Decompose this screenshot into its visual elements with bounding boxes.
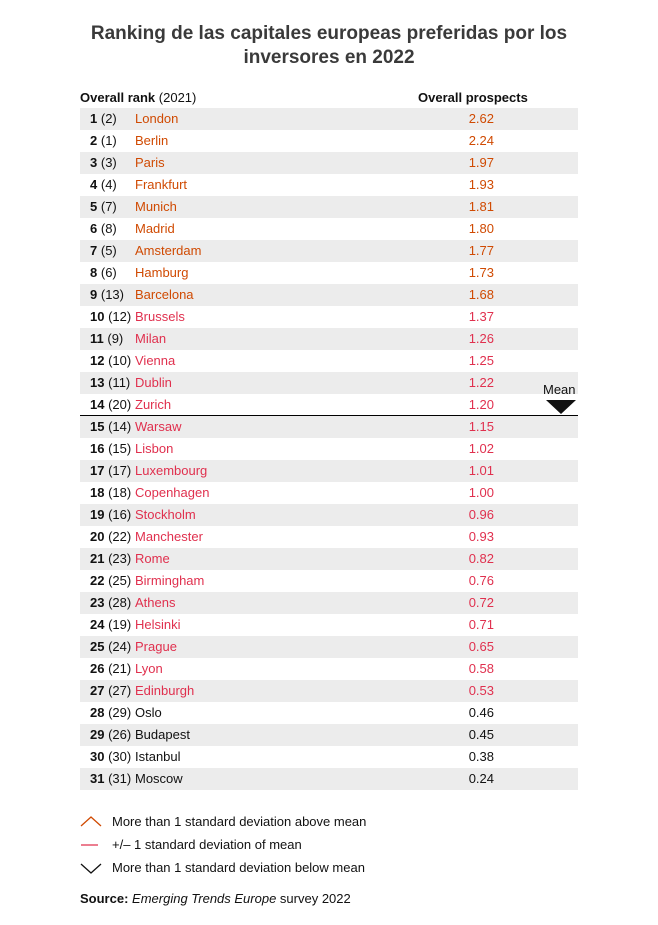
rank-cell [90, 746, 131, 768]
ranking-table [80, 108, 578, 790]
current-rank: 7 [90, 243, 98, 258]
previous-rank: (31) [108, 771, 132, 786]
rank-cell [90, 306, 131, 328]
previous-rank: (2) [100, 111, 117, 126]
previous-rank: (26) [108, 727, 132, 742]
prospect-score: 0.65 [468, 639, 494, 654]
city-name: Rome [135, 551, 170, 566]
previous-rank: (11) [108, 375, 131, 390]
table-row [80, 746, 578, 768]
previous-rank: (25) [108, 573, 132, 588]
current-rank: 2 [90, 133, 98, 148]
previous-rank: (14) [108, 419, 132, 434]
prospect-score: 0.76 [468, 573, 494, 588]
mean-arrow-icon [546, 400, 576, 414]
previous-rank: (16) [108, 507, 132, 522]
previous-rank: (12) [108, 309, 132, 324]
city-name: Lisbon [135, 441, 174, 456]
rank-cell [90, 438, 131, 460]
city-name: Zurich [135, 397, 172, 412]
city-name: Hamburg [135, 265, 189, 280]
current-rank: 14 [90, 397, 105, 412]
rank-cell [90, 108, 117, 130]
previous-rank: (18) [108, 485, 132, 500]
city-name: Birmingham [135, 573, 205, 588]
rank-cell [90, 482, 131, 504]
city-name: Berlin [135, 133, 169, 148]
table-row [80, 592, 578, 614]
table-row [80, 416, 578, 438]
table-row [80, 174, 578, 196]
city-name: Madrid [135, 221, 175, 236]
rank-cell [90, 152, 117, 174]
table-row [80, 394, 578, 416]
prospect-score: 2.62 [468, 111, 494, 126]
rank-cell [90, 548, 131, 570]
prospect-score: 0.96 [468, 507, 494, 522]
previous-rank: (19) [108, 617, 132, 632]
prospect-score: 1.81 [468, 199, 494, 214]
caret-up-icon [80, 813, 102, 831]
table-row [80, 526, 578, 548]
previous-rank: (23) [108, 551, 132, 566]
city-name: Moscow [135, 771, 183, 786]
current-rank: 23 [90, 595, 105, 610]
prospect-score: 1.93 [468, 177, 494, 192]
rank-cell [90, 460, 131, 482]
table-row [80, 240, 578, 262]
table-row [80, 614, 578, 636]
rank-cell [90, 526, 131, 548]
source-publication: Emerging Trends Europe [132, 891, 277, 906]
prospect-score: 1.97 [468, 155, 494, 170]
prospect-score: 1.37 [468, 309, 494, 324]
current-rank: 12 [90, 353, 105, 368]
current-rank: 1 [90, 111, 98, 126]
current-rank: 16 [90, 441, 105, 456]
rank-header-prev: (2021) [158, 90, 197, 105]
legend-text-above: More than 1 standard deviation above mean [112, 814, 367, 829]
rank-cell [90, 768, 131, 790]
city-name: Copenhagen [135, 485, 210, 500]
table-row [80, 702, 578, 724]
prospect-score: 0.71 [468, 617, 494, 632]
current-rank: 21 [90, 551, 105, 566]
prospects-column-header: Overall prospects [418, 90, 528, 105]
prospect-score: 1.02 [468, 441, 494, 456]
table-row [80, 108, 578, 130]
city-name: Warsaw [135, 419, 182, 434]
rank-cell [90, 702, 131, 724]
legend-text-below: More than 1 standard deviation below mean [112, 860, 365, 875]
table-row [80, 350, 578, 372]
city-name: Frankfurt [135, 177, 188, 192]
table-row [80, 372, 578, 394]
prospect-score: 1.25 [468, 353, 494, 368]
prospect-score: 1.15 [468, 419, 494, 434]
prospect-score: 1.68 [468, 287, 494, 302]
current-rank: 25 [90, 639, 105, 654]
current-rank: 20 [90, 529, 105, 544]
previous-rank: (5) [100, 243, 117, 258]
previous-rank: (13) [100, 287, 124, 302]
previous-rank: (29) [108, 705, 132, 720]
current-rank: 28 [90, 705, 105, 720]
prospect-score: 1.73 [468, 265, 494, 280]
table-row [80, 636, 578, 658]
rank-cell [90, 240, 117, 262]
city-name: Barcelona [135, 287, 194, 302]
prospect-score: 2.24 [468, 133, 494, 148]
previous-rank: (28) [108, 595, 132, 610]
prospect-score: 0.46 [468, 705, 494, 720]
table-row [80, 262, 578, 284]
rank-cell [90, 658, 131, 680]
current-rank: 29 [90, 727, 105, 742]
table-row [80, 218, 578, 240]
current-rank: 4 [90, 177, 98, 192]
prospect-score: 1.80 [468, 221, 494, 236]
current-rank: 17 [90, 463, 105, 478]
city-name: Lyon [135, 661, 163, 676]
rank-cell [90, 724, 131, 746]
table-row [80, 130, 578, 152]
rank-cell [90, 592, 131, 614]
prospect-score: 1.77 [468, 243, 494, 258]
rank-cell [90, 130, 117, 152]
city-name: Budapest [135, 727, 190, 742]
table-row [80, 460, 578, 482]
previous-rank: (3) [100, 155, 117, 170]
city-name: Prague [135, 639, 177, 654]
previous-rank: (1) [100, 133, 117, 148]
current-rank: 18 [90, 485, 105, 500]
city-name: Paris [135, 155, 165, 170]
prospect-score: 1.20 [468, 397, 494, 412]
rank-cell [90, 328, 123, 350]
table-row [80, 328, 578, 350]
table-row [80, 548, 578, 570]
current-rank: 31 [90, 771, 105, 786]
rank-cell [90, 218, 117, 240]
previous-rank: (10) [108, 353, 132, 368]
previous-rank: (17) [108, 463, 132, 478]
current-rank: 11 [90, 331, 104, 346]
prospect-score: 0.82 [468, 551, 494, 566]
rank-cell [90, 416, 131, 438]
city-name: Amsterdam [135, 243, 202, 258]
city-name: Oslo [135, 705, 162, 720]
current-rank: 27 [90, 683, 105, 698]
rank-column-header [80, 90, 196, 105]
rank-cell [90, 262, 117, 284]
prospect-score: 0.58 [468, 661, 494, 676]
table-row [80, 570, 578, 592]
legend-text-within: +/– 1 standard deviation of mean [112, 837, 302, 852]
previous-rank: (9) [107, 331, 124, 346]
current-rank: 30 [90, 749, 105, 764]
current-rank: 6 [90, 221, 98, 236]
chart-title: Ranking de las capitales europeas preferidas por los inversores en 2022 [90, 23, 568, 68]
current-rank: 8 [90, 265, 98, 280]
city-name: Brussels [135, 309, 185, 324]
mean-label: Mean [543, 382, 576, 397]
rank-cell [90, 570, 131, 592]
rank-header-label: Overall rank [80, 90, 156, 105]
rank-cell [90, 680, 131, 702]
city-name: London [135, 111, 179, 126]
prospect-score: 0.93 [468, 529, 494, 544]
source-rest: survey 2022 [276, 891, 351, 906]
table-row [80, 196, 578, 218]
source-note [80, 891, 351, 906]
city-name: Dublin [135, 375, 172, 390]
previous-rank: (6) [100, 265, 117, 280]
previous-rank: (20) [108, 397, 132, 412]
rank-cell [90, 174, 117, 196]
previous-rank: (21) [108, 661, 132, 676]
prospect-score: 1.26 [468, 331, 494, 346]
current-rank: 5 [90, 199, 98, 214]
rank-cell [90, 372, 130, 394]
city-name: Munich [135, 199, 177, 214]
current-rank: 13 [90, 375, 105, 390]
table-row [80, 482, 578, 504]
table-row [80, 152, 578, 174]
prospect-score: 0.24 [468, 771, 494, 786]
rank-cell [90, 350, 131, 372]
prospect-score: 1.00 [468, 485, 494, 500]
current-rank: 24 [90, 617, 105, 632]
table-row [80, 658, 578, 680]
previous-rank: (22) [108, 529, 132, 544]
prospect-score: 0.38 [468, 749, 494, 764]
current-rank: 9 [90, 287, 98, 302]
city-name: Edinburgh [135, 683, 195, 698]
caret-down-icon [80, 859, 102, 877]
city-name: Helsinki [135, 617, 181, 632]
prospect-score: 0.53 [468, 683, 494, 698]
table-row [80, 724, 578, 746]
city-name: Luxembourg [135, 463, 208, 478]
table-row [80, 680, 578, 702]
previous-rank: (8) [100, 221, 117, 236]
current-rank: 15 [90, 419, 105, 434]
previous-rank: (24) [108, 639, 132, 654]
previous-rank: (15) [108, 441, 132, 456]
prospect-score: 0.45 [468, 727, 494, 742]
table-row [80, 768, 578, 790]
rank-cell [90, 394, 131, 416]
city-name: Vienna [135, 353, 176, 368]
prospect-score: 0.72 [468, 595, 494, 610]
mean-line [80, 415, 578, 416]
city-name: Athens [135, 595, 176, 610]
table-row [80, 284, 578, 306]
dash-icon [80, 836, 102, 854]
rank-cell [90, 284, 124, 306]
city-name: Stockholm [135, 507, 196, 522]
table-row [80, 504, 578, 526]
city-name: Manchester [135, 529, 203, 544]
city-name: Istanbul [135, 749, 181, 764]
previous-rank: (30) [108, 749, 132, 764]
table-row [80, 438, 578, 460]
rank-cell [90, 636, 131, 658]
current-rank: 3 [90, 155, 98, 170]
rank-cell [90, 504, 131, 526]
previous-rank: (7) [100, 199, 117, 214]
current-rank: 19 [90, 507, 105, 522]
current-rank: 22 [90, 573, 105, 588]
rank-cell [90, 196, 117, 218]
prospect-score: 1.01 [468, 463, 494, 478]
rank-cell [90, 614, 131, 636]
source-label: Source: [80, 891, 129, 906]
current-rank: 26 [90, 661, 105, 676]
table-row [80, 306, 578, 328]
city-name: Milan [135, 331, 167, 346]
previous-rank: (27) [108, 683, 132, 698]
prospect-score: 1.22 [468, 375, 494, 390]
previous-rank: (4) [100, 177, 117, 192]
current-rank: 10 [90, 309, 105, 324]
